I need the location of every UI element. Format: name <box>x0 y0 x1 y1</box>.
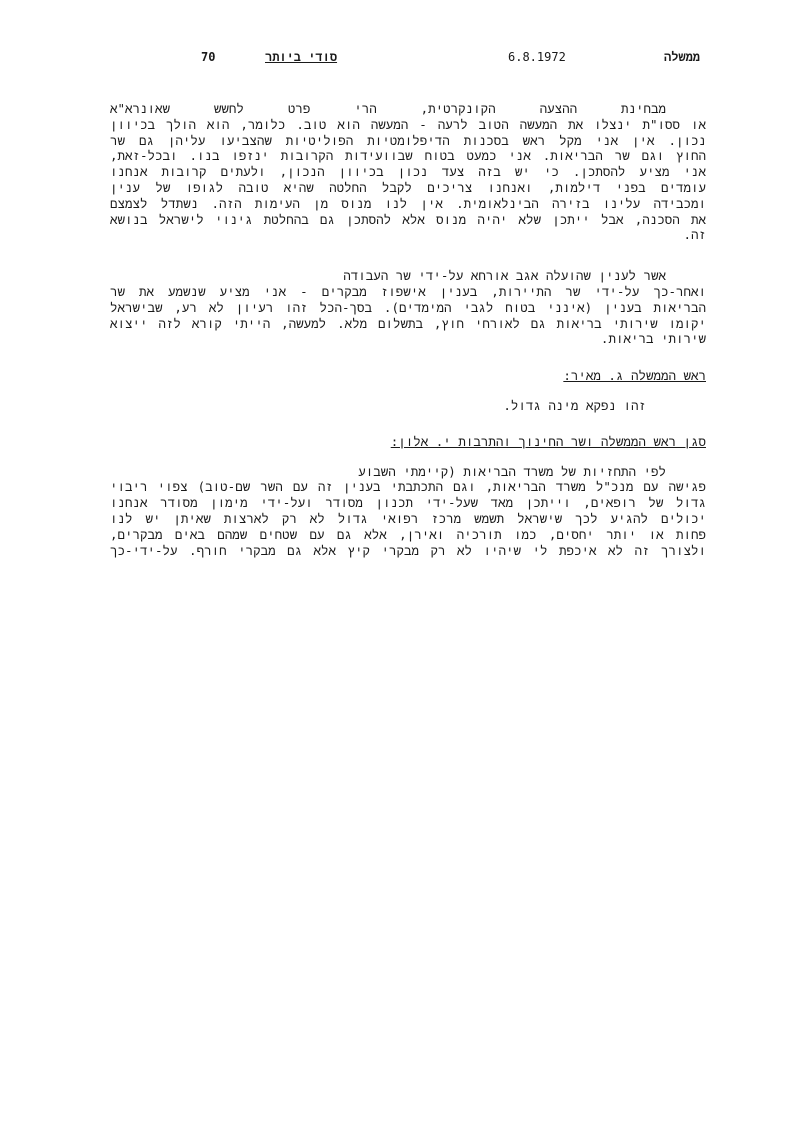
text-line: עומדים בפני דילמות, ואנחנו צריכים לקבל החלטה שהיא טובה לגופו של ענין <box>110 179 706 195</box>
text-line: מבחינת ההצעה הקונקרטית, הרי פרט לחשש שאונרא"א <box>110 101 666 116</box>
text-line: נכון. אין אני מקל ראש בסכנות הדיפלומטיות הפוליטיות שהצביעו עליהן גם שר <box>110 132 706 148</box>
paragraph-3 <box>110 464 706 559</box>
page-number: 70 <box>201 50 216 64</box>
speaker-label-prime-minister: ראש הממשלה ג. מאיר: <box>563 368 706 384</box>
text-line: את הסכנה, אבל ייתכן שלא יהיה מנוס אלא להסתכן גם בהחלטת גינוי לישראל בנושא <box>110 211 706 227</box>
document-date: 6.8.1972 <box>508 50 566 64</box>
text-line: ואחר-כך על-ידי שר התיירות, בענין אישפוז מבקרים - אני מציע שנשמע את שר <box>110 283 706 299</box>
speaker-label-deputy-pm: סגן ראש הממשלה ושר החינוך והתרבות י. אלון: <box>390 433 706 449</box>
text-line: הבריאות בענין (אינני בטוח לגבי המימדים). בסך-הכל זהו רעיון לא רע, שבישראל <box>110 299 706 315</box>
text-line: גדול של רופאים, וייתכן מאד שעל-ידי תכנון מסודר ועל-ידי מימון מסודר אנחנו <box>110 495 706 511</box>
text-line: ולצורך זה לא איכפת לי שיהיו לא רק מבקרי קיץ אלא גם מבקרי חורף. על-ידי-כך <box>110 542 706 558</box>
text-line: אני מציע להסתכן. כי יש בזה צעד נכון בכיוון הנכון, ולעתים קרובות אנחנו <box>110 164 706 180</box>
document-body-text <box>110 101 706 573</box>
text-line: שירותי בריאות. <box>600 331 706 347</box>
page-header <box>0 50 800 66</box>
text-line: פחות או יותר יחסים, כמו תורכיה ואירן, אלא גם עם שטחים שמהם באים מבקרים, <box>110 526 706 542</box>
text-line: או ססו"ת ינצלו את המעשה הטוב לרעה - המעשה הוא טוב. כלומר, הוא הולך בכיוון <box>110 116 706 132</box>
text-line: החוץ וגם שר הבריאות. אני כמעט בטוח שבוועידות הקרובות ינזפו בנו. ובכל-זאת, <box>110 148 706 164</box>
text-line: זה. <box>683 227 706 243</box>
text-line: יכולים להגיע לכך שישראל תשמש מרכז רפואי גדול לא רק לארצות שאיתן יש לנו <box>110 510 706 526</box>
text-line: לפי התחזיות של משרד הבריאות (קיימתי השבוע <box>358 463 666 479</box>
text-line: ומכבידה עלינו בזירה הבינלאומית. אין לנו מנוס מן העימות הזה. נשתדל לצמצם <box>110 195 706 211</box>
text-line: פגישה עם מנכ"ל משרד הבריאות, וגם התכתבתי בענין זה עם השר שם-טוב) צפוי ריבוי <box>110 479 706 495</box>
speaker-statement: זהו נפקא מינה גדול. <box>503 397 646 413</box>
text-line: אשר לענין שהועלה אגב אורחא על-ידי שר העבודה <box>343 268 666 284</box>
document-body: ממשלה <box>664 50 701 64</box>
classification-label: סודי ביותר <box>265 50 338 64</box>
text-line: יקומו שירותי בריאות גם לאורחי חוץ, בתשלום מלא. למעשה, הייתי קורא לזה ייצוא <box>110 315 706 331</box>
paragraph-1 <box>110 101 706 243</box>
paragraph-2 <box>110 268 706 347</box>
